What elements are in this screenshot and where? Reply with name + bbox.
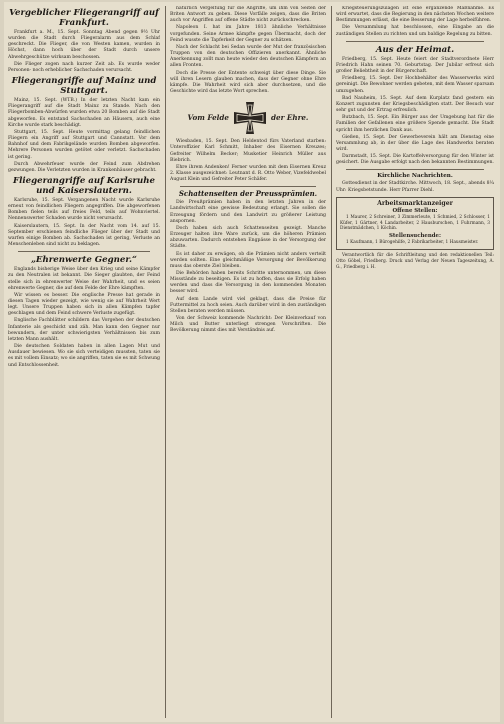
paragraph: Friedberg, 15. Sept. Der Hochbehälter des Wasserwerks wird gereinigt. Die Bewohner werden gebeten, mit dem Wasser sparsam umzugehen. <box>336 76 494 94</box>
separator <box>18 251 150 252</box>
paragraph: Die Versammlung hat beschlossen, eine Eingabe an die zuständigen Stellen zu richten und um baldige Regelung zu bitten. <box>336 25 494 37</box>
headline-frankfurt: Vergeblicher Fliegerangriff auf Frankfurt. <box>9 8 159 28</box>
paragraph: Die Preußprämien haben in den letzten Jahren in der Landwirtschaft eine gewisse Bedeutung erlangt. Sie sollen die Erzeugung fördern und den Landwirt zu größerer Leistung anspornen. <box>170 200 326 224</box>
headline-preussprämien: Schattenseiten der Preussprämien. <box>178 189 318 199</box>
paragraph: Friedberg, 15. Sept. Heute feiert der Stadtverordnete Herr Friedrich Hahn seinen 70. Geburtstag. Der Jubilar erfreut sich großer Beliebtheit in der Bürgerschaft. <box>336 56 494 75</box>
notice-text: 1 Maurer, 2 Schreiner, 3 Zimmerleute, 1 Schmied, 2 Schlosser, 1 Küfer, 1 Gärtner, 4 Landarbeiter, 2 Hausburschen, 1 Fuhrmann, 3 Dienstmädchen, 1 Köchin. <box>340 214 490 232</box>
iron-cross-icon <box>233 101 267 135</box>
paragraph: Wir wissen es besser. Die englische Presse hat gerade in diesen Tagen wieder gezeigt, wie wenig sie auf Wahrheit Wert legt. Unsere Truppen haben sich in allen Kämpfen tapfer geschlagen und dem Feind schwere Verluste zugefügt. <box>8 292 160 317</box>
paragraph: Durch Abwehrfeuer wurde der Feind zum Abdrehen gezwungen. Die Verletzten wurden in Krankenhäuser gebracht. <box>8 161 160 173</box>
paragraph: Gottesdienst in der Stadtkirche. Mittwoch, 18. Sept., abends 8¼ Uhr: Kriegsbetstunde. Herr Pfarrer Diehl. <box>336 181 494 193</box>
paragraph: Die deutschen Soldaten haben in allen Lagen Mut und Ausdauer bewiesen. Wo sie sich verteidigen mussten, taten sie es mit vollem Einsatz; wo sie angriffen, taten sie es mit Schwung und Entschlossenheit. <box>8 344 160 368</box>
notice-text-2: 1 Kaufmann, 1 Bürogehilfe, 2 Fabrikarbeiter, 1 Hausmeister. <box>346 240 479 246</box>
iron-cross-heading <box>170 99 326 137</box>
paragraph: Gießen, 15. Sept. Der Gewerbeverein hält am Dienstag eine Versammlung ab, in der über die Lage des Handwerks beraten wird. <box>336 134 494 152</box>
headline-kirchlich: Kirchliche Nachrichten. <box>377 173 453 180</box>
paragraph: Kaiserslautern, 15. Sept. In der Nacht vom 14. auf 15. September erschienen feindliche Flieger über der Stadt und warfen einige Bomben ab. Sachschaden ist gering, Verluste an Menschenleben sind nicht zu beklagen. <box>8 223 160 248</box>
paragraph: Frankfurt a. M., 15. Sept. Sonntag Abend gegen 9½ Uhr wurden die Stadt durch Fliegeralarm aus dem Schlaf geschreckt. Die Flieger, die von Westen kamen, wurden in Höchst, dann hoch über der Stadt durch unsere Abwehrgeschütze wirksam beschossen. <box>8 30 160 60</box>
paragraph: Ehre ihrem Andenken! Ferner wurden mit dem Eisernen Kreuz 2. Klasse ausgezeichnet: Leutnant d. R. Otto Weber, Vizefeldwebel August Klein und Gefreiter Peter Schäfer. <box>170 164 326 183</box>
column-1 <box>8 6 160 716</box>
notice-title: Arbeitsmarktanzeiger <box>377 199 453 207</box>
newspaper-page <box>4 2 500 722</box>
paragraph: Kriegsteuerungszulagen ist eine ergänzende Maßnahme. Es wird erwartet, dass die Regierung in den nächsten Wochen weitere Bestimmungen erlässt, die eine Besserung der Lage herbeiführen. <box>336 6 494 24</box>
headline-gegner: „Ehrenwerte Gegner.“ <box>30 255 137 266</box>
labor-market-notice <box>336 197 494 250</box>
paragraph: Englische Fachblätter schildern das Vorgehen der deutschen Infanterie als geschickt und zäh. Man kann den Gegner nur bewundern, der unter schwierigsten Verhältnissen bis zum letzten Mann aushält. <box>8 318 160 342</box>
headline-mainz-stuttgart: Fliegerangriffe auf Mainz und Stuttgart. <box>11 76 157 97</box>
paragraph: Wiesbaden, 15. Sept. Den Heldentod fürs Vaterland starben: Unteroffizier Karl Schmitt, Inhaber des Eisernen Kreuzes; Gefreiter Wilhelm Becker; Musketier Heinrich Müller aus Biebrich. <box>170 139 326 163</box>
notice-subtitle: Offene Stellen: <box>392 207 438 214</box>
paragraph: Doch die Presse der Entente schweigt über diese Dinge. Sie will ihren Lesern glauben machen, dass der Gegner ohne Ehre kämpfe. Die Wahrheit wird sich aber durchsetzen, und die Geschichte wird das letzte Wort sprechen. <box>170 70 326 95</box>
paragraph: Darmstadt, 15. Sept. Die Kartoffelversorgung für den Winter ist gesichert. Die Ausgabe erfolgt nach den bekannten Bestimmungen. <box>336 154 494 166</box>
column-3 <box>336 6 494 716</box>
paragraph: Karlsruhe, 15. Sept. Vergangenen Nacht wurde Karlsruhe erneut von feindlichen Fliegern angegriffen. Die abgeworfenen Bomben fielen teils auf freies Feld, teils auf Wohnviertel. Nennenswerter Schaden wurde nicht verursacht. <box>8 197 160 222</box>
headline-karlsruhe: Fliegerangriffe auf Karlsruhe und Kaiserslautern. <box>13 175 155 196</box>
paragraph: Die Flieger zogen nach kurzer Zeit ab. Es wurde weder Personen- noch erheblicher Sachschaden verursacht. <box>8 61 160 73</box>
column-divider <box>165 6 166 718</box>
paragraph: Stuttgart, 15. Sept. Heute vormittag gelang feindlichen Fliegern ein Angriff auf Stuttgart und Cannstatt. Vor dem Bahnhof und dem Fabrikgelände wurden Bomben abgeworfen. Mehrere Personen wurden getötet oder verletzt. Sachschaden ist gering. <box>8 129 160 160</box>
paragraph: Butzbach, 15. Sept. Ein Bürger aus der Umgebung hat für die Familien der Gefallenen eine größere Spende gemacht. Die Stadt spricht ihm herzlichen Dank aus. <box>336 115 494 133</box>
imprint: Verantwortlich für die Schriftleitung und den redaktionellen Teil: Otto Göbel, Friedberg. Druck und Verlag der Neuen Tageszeitung, A. G., Friedberg i. H. <box>336 252 494 270</box>
paragraph: Doch haben sich auch Schattenseiten gezeigt. Manche Erzeuger halten ihre Ware zurück, um die höheren Prämien abzuwarten. Dadurch entstehen Engpässe in der Versorgung der Städte. <box>170 225 326 250</box>
separator <box>346 169 484 170</box>
column-divider <box>331 6 332 718</box>
separator <box>346 41 484 42</box>
paragraph: Die Behörden haben bereits Schritte unternommen, um diese Missstände zu beseitigen. Es ist zu hoffen, dass sie Erfolg haben werden und dass die Versorgung in den kommenden Monaten besser wird. <box>170 271 326 295</box>
paragraph: Es ist daher zu erwägen, ob die Prämien nicht anders verteilt werden sollten. Eine gleichmäßige Versorgung der Bevölkerung muss das oberste Ziel bleiben. <box>170 251 326 269</box>
separator <box>180 186 316 187</box>
cross-heading-right: der Ehre. <box>270 113 309 123</box>
paragraph: Nach der Schlacht bei Sedan wurde der Mut der französischen Truppen von den deutschen Offizieren anerkannt. Ähnliche Anerkennung zollt man heute wieder den deutschen Kämpfern an allen Fronten. <box>170 44 326 69</box>
notice-subtitle-2: Stellensuchende: <box>389 233 441 240</box>
paragraph: Von der Schweiz kommende Nachricht: Der Kleinverkauf von Milch und Butter unterliegt strengen Vorschriften. Die Bevölkerung nimmt dies mit Verständnis auf. <box>170 316 326 334</box>
paragraph: Englands bisherige Weise über den Krieg und seine Kämpfer zu den Neutralen ist bekannt. Die Sieger glaubten, der Feind stelle sich in ehrenwerter Weise der Wahrheit, und es seien ehrenwerte Gegner, die auf dem Felde der Ehre kämpften. <box>8 267 160 291</box>
paragraph: Bad Nauheim, 15. Sept. Auf dem Kurplatz fand gestern ein Konzert zugunsten der Kriegsbeschädigten statt. Der Besuch war sehr gut und der Ertrag erfreulich. <box>336 95 494 114</box>
paragraph: natürlich Vergeltung für die Angriffe, um ihm von Seiten der Briten Antwort zu geben. Diese Vorfälle zeigen, dass die Briten auch vor Angriffen auf offene Städte nicht zurückschrecken. <box>170 6 326 24</box>
headline-heimat: Aus der Heimat. <box>375 44 455 55</box>
paragraph: Auf dem Lande wird viel geklagt, dass die Preise für Futtermittel zu hoch seien. Auch darüber wird in den zuständigen Stellen beraten werden müssen. <box>170 296 326 314</box>
paragraph: Mainz, 15. Sept. (WTB.) In der letzten Nacht kam ein Fliegerangriff auf die Stadt Mainz zu Stande. Nach den Fliegerbomben-Abwürfen wurden etwa 20 Bomben auf die Stadt abgeworfen. Es entstand Sachschaden an Häusern, auch eine Kirche wurde stark beschädigt. <box>8 98 160 128</box>
paragraph: Napoleon I. hat im Jahre 1813 ähnliche Verhältnisse vorgefunden. Seine Armee kämpfte gegen Übermacht, doch der Feind wusste die Tapferkeit der Gegner zu schätzen. <box>170 25 326 43</box>
column-2 <box>170 6 326 716</box>
cross-heading-left: Vom Felde <box>187 113 229 123</box>
